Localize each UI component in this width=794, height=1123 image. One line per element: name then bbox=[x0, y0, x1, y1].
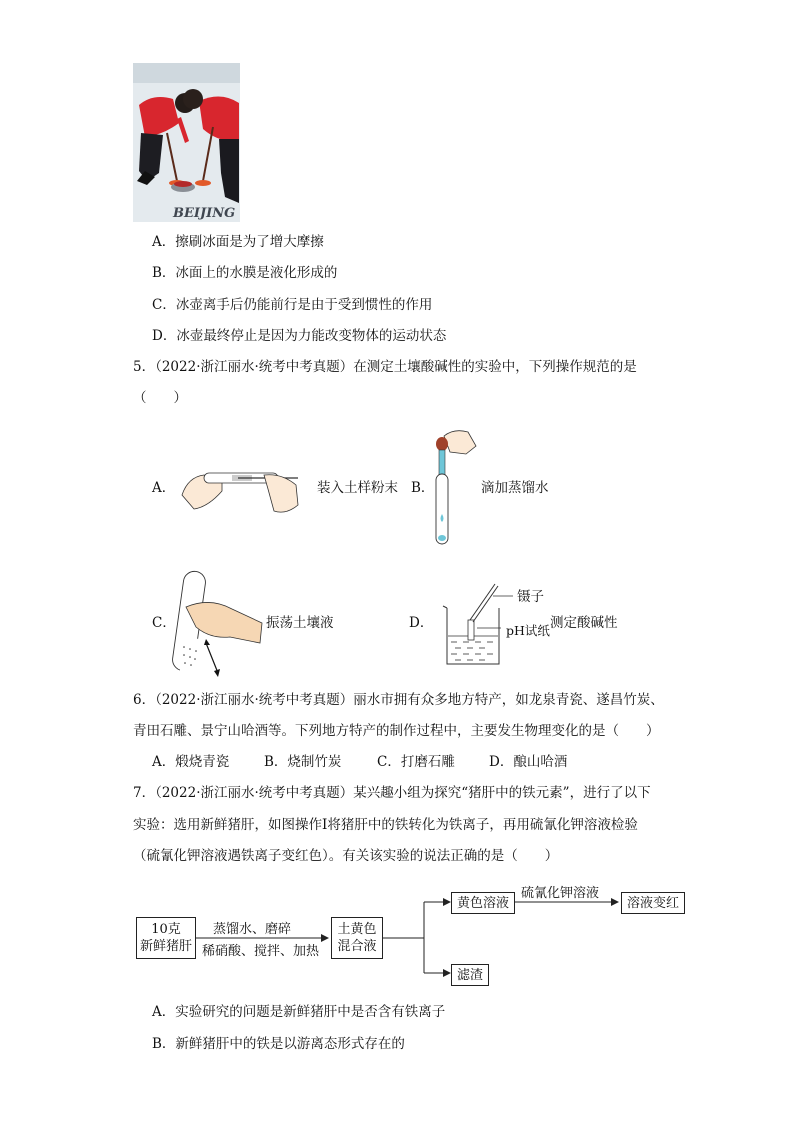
q6-stem-line2: 青田石雕、景宁山哈酒等。下列地方特产的制作过程中，主要发生物理变化的是（ ） bbox=[133, 723, 660, 739]
flow-start-box bbox=[136, 917, 196, 959]
q5-option-c-letter: C． bbox=[152, 615, 176, 631]
q5-option-c-text: 振荡土壤液 bbox=[266, 615, 334, 631]
q7-stem-line2: 实验：选用新鲜猪肝，如图操作Ⅰ将猪肝中的铁转化为铁离子，再用硫氰化钾溶液检验 bbox=[133, 817, 638, 833]
tweezers-label: 镊子 bbox=[517, 589, 544, 605]
shaking-test-tube-figure bbox=[170, 567, 266, 679]
q5-stem-line2: （ ） bbox=[133, 390, 187, 406]
test-tube-horizontal-figure bbox=[178, 455, 306, 517]
q4-option-a: A．擦刷冰面是为了增大摩擦 bbox=[152, 234, 324, 250]
ph-paper-label: pH试纸 bbox=[506, 623, 550, 638]
q5-option-b-text: 滴加蒸馏水 bbox=[481, 480, 549, 496]
flow-result-box: 溶液变红 bbox=[621, 892, 685, 914]
q4-option-c: C．冰壶离手后仍能前行是由于受到惯性的作用 bbox=[152, 297, 433, 313]
flow-arrow1-bottom-label: 稀硝酸、搅拌、加热 bbox=[202, 944, 320, 959]
flow-residue-box: 滤渣 bbox=[451, 964, 489, 986]
q7-stem-line3: （硫氰化钾溶液遇铁离子变红色）。有关该实验的说法正确的是（ ） bbox=[133, 848, 559, 864]
q5-stem-line1: 5．（2022·浙江丽水·统考中考真题）在测定土壤酸碱性的实验中，下列操作规范的是 bbox=[133, 359, 637, 375]
q5-option-d-text: 测定酸碱性 bbox=[550, 615, 618, 631]
photo-watermark: BEIJING bbox=[173, 206, 236, 221]
q5-option-b-letter: B． bbox=[411, 480, 435, 496]
q4-option-b: B．冰面上的水膜是液化形成的 bbox=[152, 265, 338, 281]
q6-option-d: D．酿山哈酒 bbox=[489, 754, 568, 770]
q7-stem-line1: 7．（2022·浙江丽水·统考中考真题）某兴趣小组为探究“猪肝中的铁元素”，进行了以下 bbox=[133, 785, 651, 801]
curling-illustration bbox=[133, 63, 240, 222]
q5-option-a-text: 装入土样粉末 bbox=[317, 480, 398, 496]
flow-start-line2: 新鲜猪肝 bbox=[139, 939, 192, 954]
q5-option-d-letter: D． bbox=[409, 615, 434, 631]
q7-option-b: B．新鲜猪肝中的铁是以游离态形式存在的 bbox=[152, 1036, 405, 1052]
q7-option-a: A．实验研究的问题是新鲜猪肝中是否含有铁离子 bbox=[152, 1004, 446, 1020]
flow-yellow-solution-box: 黄色溶液 bbox=[451, 892, 515, 914]
flow-mixture-box bbox=[331, 917, 383, 959]
q6-stem-line1: 6．（2022·浙江丽水·统考中考真题）丽水市拥有众多地方特产，如龙泉青瓷、遂昌竹炭、 bbox=[133, 692, 664, 708]
flow-arrow1-top-label: 蒸馏水、磨碎 bbox=[213, 922, 292, 937]
beaker-ph-figure bbox=[437, 580, 517, 670]
dropper-figure bbox=[428, 428, 478, 550]
q5-option-a-letter: A． bbox=[152, 480, 176, 496]
flow-mid-line2: 混合液 bbox=[337, 939, 377, 954]
flow-arrow2-label: 硫氰化钾溶液 bbox=[521, 886, 600, 901]
q4-option-d: D．冰壶最终停止是因为力能改变物体的运动状态 bbox=[152, 328, 447, 344]
flow-mid-line1: 土黄色 bbox=[337, 922, 377, 937]
flow-start-line1: 10克 bbox=[151, 922, 181, 937]
curling-photo bbox=[133, 63, 240, 222]
q6-option-c: C．打磨石雕 bbox=[377, 754, 455, 770]
q6-option-a: A．煅烧青瓷 bbox=[152, 754, 230, 770]
q6-option-b: B．烧制竹炭 bbox=[264, 754, 342, 770]
